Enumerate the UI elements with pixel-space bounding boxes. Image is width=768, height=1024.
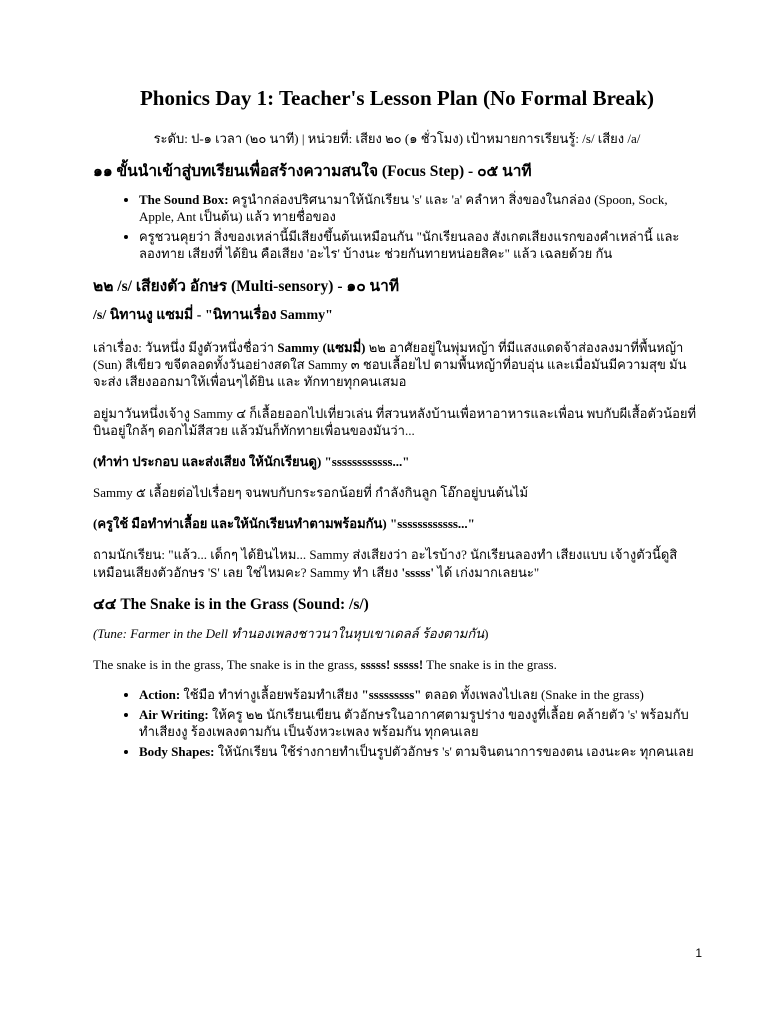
song-lyrics bbox=[93, 656, 701, 673]
bullet-text: ให้นักเรียน ใช้ร่างกายทำเป็นรูปตัวอักษร 's' ตามจินตนาการของตน เองนะคะ ทุกคนเลย bbox=[214, 743, 694, 759]
bullet-label: Action: bbox=[139, 687, 181, 703]
list-item bbox=[139, 192, 701, 226]
list-item bbox=[139, 229, 701, 263]
story-text: เล่าเรื่อง: วันหนึ่ง มีงูตัวหนึ่งชื่อว่า bbox=[93, 340, 278, 356]
bullet-text: ใช้มือ ทำท่างูเลื้อยพร้อมทำเสียง bbox=[180, 687, 362, 703]
page-content bbox=[93, 86, 701, 775]
story-action-line bbox=[93, 515, 701, 532]
story-action-line bbox=[93, 453, 701, 470]
bullet-text: ตลอด ทั้งเพลงไปเลย (Snake in the grass) bbox=[421, 687, 644, 703]
lyrics-bold-text: sssss! sssss! bbox=[360, 656, 424, 672]
story-text: ๒๒ อาศัยอยู่ในพุ่มหญ้า ที่มีแสงแดดจ้าส่องลงมาที่พื้นหญ้า (Sun) สีเขียว ขจีตลอดทั้งวันอย่างสดใส Sammy ๓ ชอบเลื้อยไป ตามพื้นหญ้าที่อบอุ่น และเมื่อมันมีความสุข มันจะส่ง เสียงออกมาให้เพื่อนๆได้ยิน และ ทักทายทุกคนเสมอ bbox=[93, 340, 687, 390]
story-paragraph: Sammy ๕ เลื้อยต่อไปเรื่อยๆ จนพบกับกระรอกน้อยที่ กำลังกินลูก โอ๊กอยู่บนต้นไม้ bbox=[93, 485, 529, 501]
song-heading: ๔๔ The Snake is in the Grass (Sound: /s/) bbox=[93, 595, 369, 613]
story-bold-text: (ทำท่า ประกอบ และส่งเสียง ให้นักเรียนดู) "ssssssssssss..." bbox=[93, 453, 410, 469]
list-item bbox=[139, 707, 701, 741]
focus-bullet-list bbox=[93, 192, 701, 263]
bullet-text: ครูนำกล่องปริศนามาให้นักเรียน 's' และ 'a' คลำหา สิ่งของในกล่อง (Spoon, Sock, Apple, Ant เป็นต้น) แล้ว ทายชื่อของ bbox=[139, 192, 668, 225]
section-focus-heading bbox=[93, 162, 701, 182]
story-bold-text: 'sssss' bbox=[401, 564, 435, 580]
story-heading: /s/ นิทานงู แซมมี่ - "นิทานเรื่อง Sammy" bbox=[93, 307, 333, 323]
song-tune-close: ) bbox=[484, 625, 489, 641]
bullet-text: ครูชวนคุยว่า สิ่งของเหล่านี้มีเสียงขึ้นต้นเหมือนกัน "นักเรียนลอง สังเกตเสียงแรกของคำเหล่านี้ และ ลองทาย เสียงที่ ได้ยิน คือเสียง 'อะไร' บ้างนะ ช่วยกันทายหน่อยสิคะ" แล้ว เฉลยด้วย กัน bbox=[139, 229, 680, 261]
page-number: 1 bbox=[695, 946, 702, 960]
list-item bbox=[139, 744, 701, 761]
lesson-meta: ระดับ: ป-๑ เวลา (๒๐ นาที) | หน่วยที่: เสียง ๒๐ (๑ ชั่วโมง) เป้าหมายการเรียนรู้: /s/ เสียง /a/ bbox=[153, 131, 641, 147]
story-bold-text: Sammy (แซมมี่) bbox=[277, 340, 366, 356]
song-tune-line bbox=[93, 625, 701, 642]
section-multisensory-heading-thai: ๒๒ /s/ เสียงตัว อักษร bbox=[93, 277, 231, 295]
story-text: ถามนักเรียน: "แล้ว... เด็กๆ ได้ยินไหม... bbox=[93, 547, 310, 563]
lyrics-text: The snake is in the grass. bbox=[423, 656, 557, 672]
bullet-text: ให้ครู ๒๒ นักเรียนเขียน ตัวอักษรในอากาศตามรูปร่าง ของงูที่เลื้อย คล้ายตัว 's' พร้อมกับ ทำเสียงงู ร้องเพลงตามกัน เป็นจังหวะเพลง พร้อมกัน ทุกคนเลย bbox=[139, 707, 689, 739]
lyrics-text: The snake is in the grass, The snake is in the grass, bbox=[93, 656, 361, 672]
section-focus-heading-en: (Focus Step) bbox=[381, 163, 465, 181]
story-text: เสียงแบบ เจ้างูตัวนี้ดูสิ เหมือนเสียงตัวอักษร 'S' เลย ใช่ไหมคะ? Sammy ทำ เสียง bbox=[93, 547, 678, 580]
song-tune-thai: ทำนองเพลงชาวนาในหุบเขาเดลล์ ร้องตามกัน bbox=[228, 625, 485, 641]
page-title: Phonics Day 1: Teacher's Lesson Plan (No Formal Break) bbox=[139, 86, 655, 110]
bullet-bold-text: "sssssssss" bbox=[361, 687, 422, 703]
story-text: ได้ เก่งมากเลยนะ" bbox=[434, 564, 540, 580]
section-focus-heading-time: - ๐๕ นาที bbox=[464, 163, 532, 181]
list-item bbox=[139, 687, 701, 704]
bullet-label: Body Shapes: bbox=[139, 743, 215, 759]
song-activity-list bbox=[93, 687, 701, 761]
story-bold-text: (ครูใช้ มือทำท่าเลื้อย และให้นักเรียนทำตามพร้อมกัน) "ssssssssssss..." bbox=[93, 516, 475, 532]
section-multisensory-heading-time: - ๑๐ นาที bbox=[333, 277, 400, 295]
story-question-paragraph bbox=[93, 546, 701, 580]
section-focus-heading-thai: ๑๑ ขั้นนำเข้าสู่บทเรียนเพื่อสร้างความสนใจ bbox=[93, 163, 382, 181]
bullet-label: The Sound Box: bbox=[139, 192, 229, 208]
bullet-label: Air Writing: bbox=[139, 707, 209, 723]
story-paragraph bbox=[93, 339, 701, 390]
story-text: Sammy ส่งเสียงว่า อะไรบ้าง? นักเรียนลองทำ bbox=[309, 547, 553, 563]
song-tune-en: (Tune: Farmer in the Dell bbox=[93, 625, 229, 641]
section-multisensory-heading bbox=[93, 277, 701, 297]
story-paragraph: อยู่มาวันหนึ่งเจ้างู Sammy ๔ ก็เลื้อยออกไปเที่ยวเล่น ที่สวนหลังบ้านเพื่อหาอาหารและเพื่อน พบกับผีเสื้อตัวน้อยที่ บินอยู่ใกล้ๆ ดอกไม้สีสวย แล้วมันก็ทักทายเพื่อนของมันว่า... bbox=[93, 405, 697, 438]
section-multisensory-heading-en: (Multi-sensory) bbox=[231, 277, 334, 295]
